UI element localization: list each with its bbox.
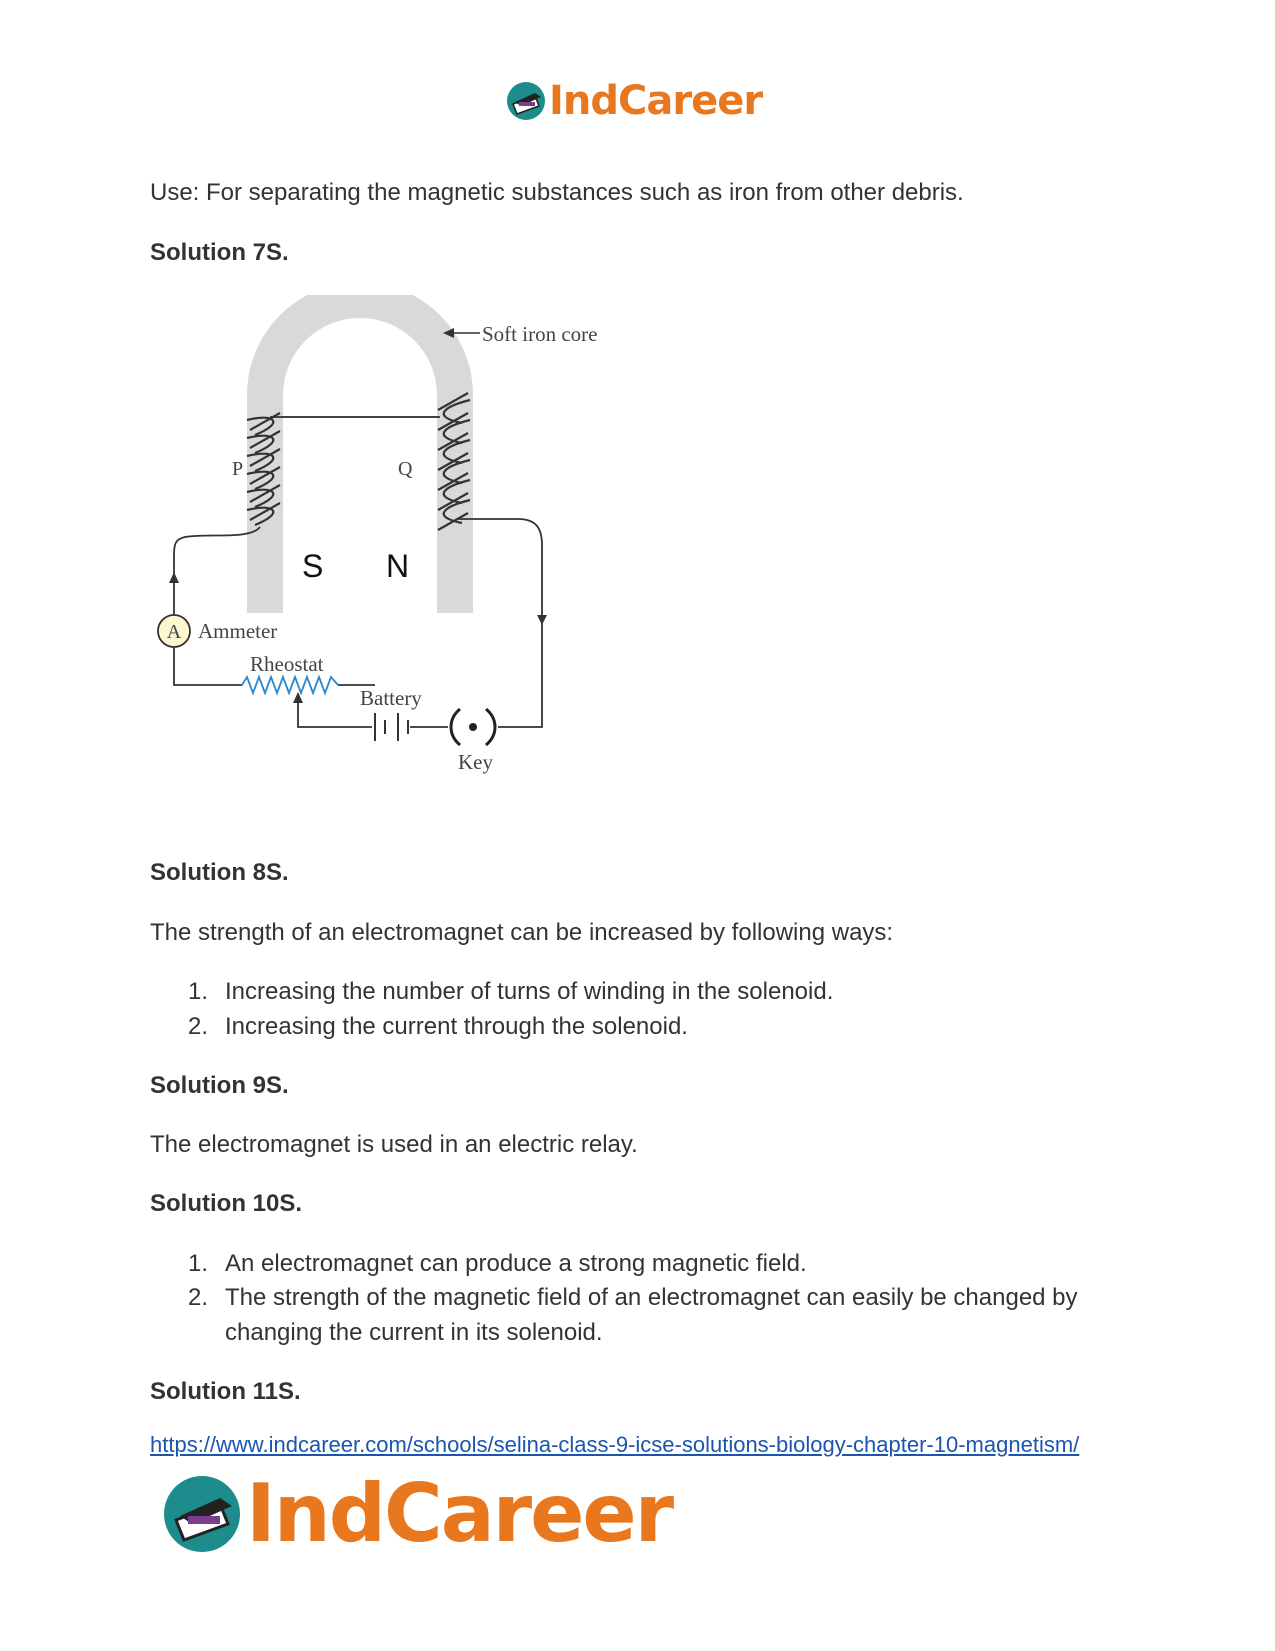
solution-8s-heading: Solution 8S. <box>150 859 289 886</box>
rheostat-symbol <box>242 677 338 693</box>
list-item-number: 1. <box>187 978 208 1005</box>
header-logo-text: IndCareer <box>549 78 763 124</box>
footer-logo-text: IndCareer <box>246 1467 673 1560</box>
list-item: The strength of the magnetic field of an electromagnet can easily be changed by <box>225 1284 1078 1311</box>
graduation-cap-book-icon <box>160 1472 244 1556</box>
solution-11s-heading: Solution 11S. <box>150 1378 301 1405</box>
list-item-continuation: changing the current in its solenoid. <box>225 1319 603 1346</box>
solution-9s-heading: Solution 9S. <box>150 1072 289 1099</box>
ammeter-symbol-label: A <box>166 621 182 643</box>
header-logo <box>505 78 762 124</box>
south-pole-label: S <box>302 548 324 584</box>
core-label: Soft iron core <box>482 322 598 346</box>
battery-symbol <box>375 713 408 741</box>
list-item: An electromagnet can produce a strong magnetic field. <box>225 1250 807 1277</box>
coil-p-label: P <box>232 458 244 480</box>
solution-7s-heading: Solution 7S. <box>150 239 289 266</box>
soft-iron-core <box>265 300 455 613</box>
battery-label: Battery <box>360 686 422 710</box>
ammeter-label: Ammeter <box>198 619 278 643</box>
footer-url-link[interactable]: https://www.indcareer.com/schools/selina-class-9-icse-solutions-biology-chapter-10-magnetism/ <box>150 1432 1080 1457</box>
electromagnet-circuit-diagram <box>150 295 670 815</box>
solution-8s-intro: The strength of an electromagnet can be increased by following ways: <box>150 919 894 946</box>
key-label: Key <box>458 750 493 774</box>
footer-logo <box>160 1467 672 1560</box>
list-item: Increasing the current through the solenoid. <box>225 1013 688 1040</box>
rheostat-label: Rheostat <box>250 652 324 676</box>
key-symbol <box>451 709 495 745</box>
list-item-number: 2. <box>187 1284 208 1311</box>
coil-q-label: Q <box>398 458 413 480</box>
use-line: Use: For separating the magnetic substances such as iron from other debris. <box>150 179 964 206</box>
solution-9s-text: The electromagnet is used in an electric relay. <box>150 1131 638 1158</box>
graduation-cap-book-icon <box>505 80 547 122</box>
list-item-number: 1. <box>187 1250 208 1277</box>
list-item: Increasing the number of turns of winding in the solenoid. <box>225 978 834 1005</box>
list-item-number: 2. <box>187 1013 208 1040</box>
solution-10s-heading: Solution 10S. <box>150 1190 303 1217</box>
north-pole-label: N <box>386 548 410 584</box>
